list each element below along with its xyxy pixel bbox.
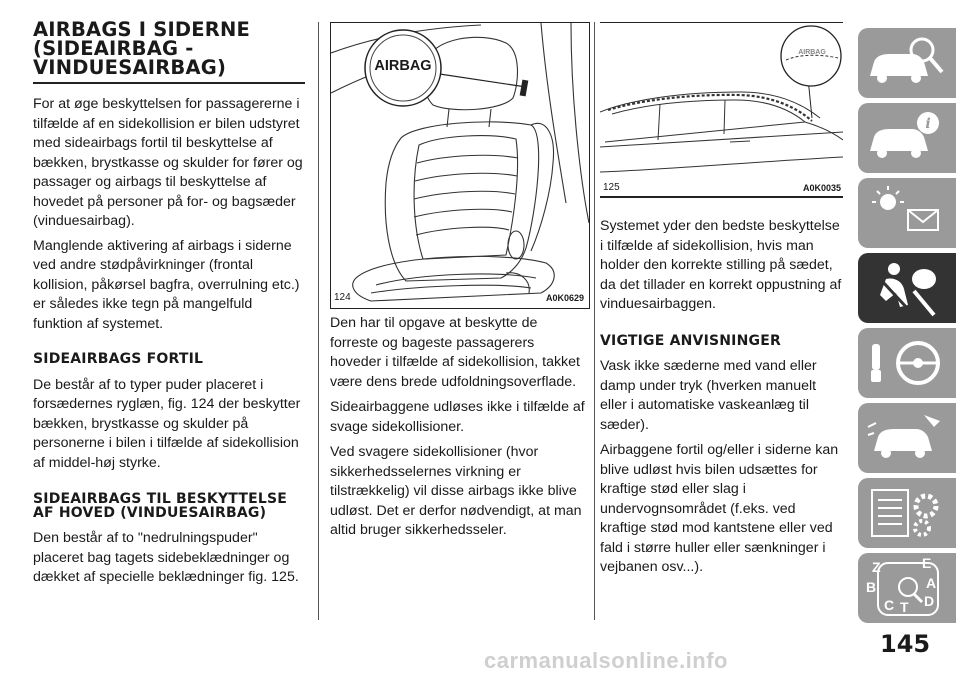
underbody-impact-paragraph: Airbaggene fortil og/eller i siderne kan blive udløst hvis bilen udsættes for kraftige stød eller slag i undervognsområdet (f.eks. ved kraftige stød mod kantstene eller ved fald i større huller eller sænkninger i vejbanen osv...). bbox=[600, 442, 839, 575]
heading-side-airbags-front: SIDEAIRBAGS FORTIL bbox=[33, 351, 204, 367]
airbag-label-text: AIRBAG bbox=[374, 58, 432, 74]
index-letter-b: B bbox=[866, 579, 877, 595]
key-steering-wheel-icon bbox=[864, 332, 950, 394]
index-letter-c: C bbox=[884, 597, 895, 613]
svg-text:i: i bbox=[925, 116, 931, 132]
car-search-icon bbox=[864, 32, 950, 94]
heading-important-instructions: VIGTIGE ANVISNINGER bbox=[600, 332, 781, 349]
tab-maintenance[interactable] bbox=[858, 478, 956, 548]
index-letter-e: E bbox=[922, 555, 932, 571]
figure-number: 125 bbox=[603, 182, 620, 193]
car-illustration bbox=[600, 22, 843, 197]
figure-code: A0K0035 bbox=[802, 182, 841, 193]
maintenance-gears-icon bbox=[864, 482, 950, 544]
car-breakdown-icon bbox=[864, 407, 950, 469]
window-airbag-paragraph: Den består af to "nedrulningspuder" placeret bag tagets sidebeklædninger og dækket af specielle beklædninger fig. 125. bbox=[33, 530, 299, 585]
watermark: carmanualsonline.info bbox=[484, 648, 728, 673]
tab-car-info[interactable] bbox=[858, 103, 956, 173]
protection-paragraph: Systemet yder den bedste beskyttelse i tilfælde af sidekollision, hvis man holder den korrekte stilling på sædet, da det tillader en korrekt oppustning af vinduesairbaggen. bbox=[600, 218, 842, 312]
washing-paragraph: Vask ikke sæderne med vand eller damp under tryk (hverken manuelt eller i automatiske vaskeanlæg til sæder). bbox=[600, 358, 817, 433]
car-info-icon bbox=[864, 107, 950, 169]
figure-125-caption bbox=[603, 182, 841, 193]
figure-125-window-airbag bbox=[600, 22, 843, 198]
tab-warning-lights[interactable] bbox=[858, 178, 956, 248]
airbag-seatbelt-icon bbox=[864, 257, 950, 319]
heading-window-airbag: SIDEAIRBAGS TIL BESKYTTELSE AF HOVED (VINDUESAIRBAG) bbox=[33, 491, 288, 521]
index-letter-t: T bbox=[900, 599, 909, 615]
seatbelt-paragraph: Ved svagere sidekollisioner (hvor sikkerhedsselernes virkning er tilstrækkelig) vil disse airbags ikke blive udløst. Det er derfor nødvendigt, at man altid bruger sikkerhedsseler. bbox=[330, 444, 582, 538]
column-divider-2 bbox=[594, 22, 595, 620]
index-letter-d: D bbox=[924, 593, 935, 609]
figure-number: 124 bbox=[334, 292, 351, 303]
index-letter-a: A bbox=[926, 575, 937, 591]
tab-starting-driving[interactable] bbox=[858, 328, 956, 398]
column-divider-1 bbox=[318, 22, 319, 620]
tab-airbag-safety[interactable] bbox=[858, 253, 956, 323]
tab-car-search[interactable] bbox=[858, 28, 956, 98]
figure-code: A0K0629 bbox=[545, 292, 584, 303]
tab-index[interactable] bbox=[858, 553, 956, 623]
column-left bbox=[33, 20, 305, 588]
tab-emergency[interactable] bbox=[858, 403, 956, 473]
window-airbag-purpose-paragraph: Den har til opgave at beskytte de forreste og bageste passagerers hoveder i tilfælde af sidekollision, takket være dens brede udfoldningsoverflade. bbox=[330, 315, 580, 390]
intro-paragraph: For at øge beskyttelsen for passagererne i tilfælde af en sidekollision er bilen udstyret med sideairbags fortil til beskyttelse af bækken, brystkasse og skulder for fører og passager og airbags til beskyttelse af hovedet på personer på for- og bagsæder (vinduesairbag). bbox=[33, 96, 303, 229]
airbag-label-text: AIRBAG bbox=[798, 49, 826, 56]
figure-124-seat-airbag bbox=[330, 22, 590, 309]
column-right bbox=[600, 217, 843, 578]
note-paragraph: Manglende aktivering af airbags i siderne ved andre stødpåvirkninger (frontal kollision, påkørsel bagfra, overrulning etc.) er således ikke tegn på mangelfuld funktion af systemet. bbox=[33, 237, 300, 332]
seat-illustration bbox=[331, 23, 589, 308]
page-number: 145 bbox=[880, 630, 931, 658]
column-middle bbox=[330, 314, 588, 541]
figure-124-caption bbox=[334, 292, 584, 303]
weak-collision-paragraph: Sideairbaggene udløses ikke i tilfælde af svage sidekollisioner. bbox=[330, 399, 585, 435]
warning-lights-icon bbox=[864, 182, 950, 244]
section-title: AIRBAGS I SIDERNE (SIDEAIRBAG - VINDUESAIRBAG) bbox=[33, 20, 305, 84]
front-airbags-paragraph: De består af to typer puder placeret i forsædernes ryglæn, fig. 124 der beskytter bækken, brystkasse og skulder på personerne i bilen i tilfælde af sidekollision af middel-høj styrke. bbox=[33, 376, 301, 471]
index-letter-z: Z bbox=[872, 559, 881, 575]
